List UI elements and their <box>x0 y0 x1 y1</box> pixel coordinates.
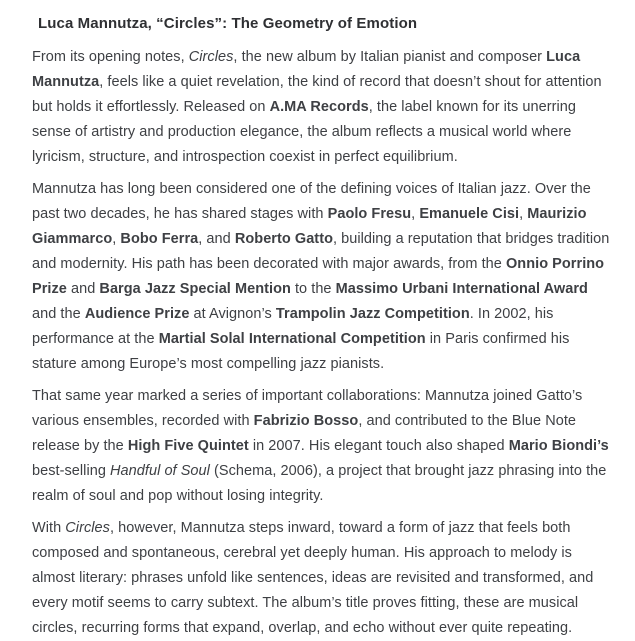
italic-text: Handful of Soul <box>110 463 210 479</box>
text: , and contributed to the Blue Note release by the <box>32 413 577 454</box>
text: in 2007. His elegant touch also shaped <box>248 438 509 454</box>
text: , feels like a quiet revelation, the kind of record that doesn’t shout for attention but holds it effortlessly. Released on <box>32 74 602 115</box>
bold-text: Mario Biondi’s <box>508 438 609 454</box>
bold-text: Fabrizio Bosso <box>253 413 359 429</box>
text: From its opening notes, <box>32 49 189 65</box>
bold-text: Martial Solal International Competition <box>158 331 426 347</box>
text: , and <box>198 231 235 247</box>
bold-text: Bobo Ferra <box>120 231 199 247</box>
italic-text: Circles <box>65 520 110 536</box>
paragraph <box>32 177 610 377</box>
text: Mannutza has long been considered one of the defining voices of Italian jazz. Over the past two decades, he has shared stages with <box>32 181 591 222</box>
paragraph <box>32 45 610 170</box>
paragraph <box>32 516 610 641</box>
text: in Paris confirmed his stature among Europe’s most compelling jazz pianists. <box>32 331 570 372</box>
bold-text: A.MA Records <box>269 99 369 115</box>
bold-text: Luca Mannutza <box>32 49 581 90</box>
text: , <box>112 231 121 247</box>
bold-text: Emanuele Cisi <box>419 206 520 222</box>
bold-text: Massimo Urbani International Award <box>335 281 588 297</box>
text: , <box>519 206 528 222</box>
text: , the new album by Italian pianist and composer <box>233 49 547 65</box>
paragraph <box>32 384 610 509</box>
text: to the <box>290 281 336 297</box>
bold-text: Barga Jazz Special Mention <box>99 281 291 297</box>
text: That same year marked a series of important collaborations: Mannutza joined Gatto’s various ensembles, recorded with <box>32 388 583 429</box>
bold-text: High Five Quintet <box>127 438 249 454</box>
article-title: Luca Mannutza, “Circles”: The Geometry of Emotion <box>38 15 418 32</box>
text: , <box>411 206 420 222</box>
text: (Schema, 2006), a project that brought jazz phrasing into the realm of soul and pop without losing integrity. <box>32 463 607 504</box>
bold-text: Paolo Fresu <box>327 206 412 222</box>
text: . In 2002, his performance at the <box>32 306 554 347</box>
bold-text: Roberto Gatto <box>234 231 333 247</box>
text: at Avignon’s <box>189 306 276 322</box>
bold-text: Maurizio Giammarco <box>32 206 587 247</box>
text: best-selling <box>32 463 111 479</box>
text: , the label known for its unerring sense of artistry and production elegance, the album reflects a musical world where lyricism, structure, and introspection coexist in perfect equilibrium. <box>32 99 576 165</box>
bold-text: Audience Prize <box>84 306 190 322</box>
bold-text: Trampolin Jazz Competition <box>275 306 470 322</box>
text: , however, Mannutza steps inward, toward a form of jazz that feels both composed and spontaneous, cerebral yet deeply human. His approach to melody is almost literary: phrases unfold like sentences, ideas are revisited and transformed, and every motif seems to carry subtext. The album’s title proves fitting, these are musical circles, recurring forms that expand, overlap, and echo without ever quite repeating. <box>32 520 594 636</box>
article-body <box>32 45 610 641</box>
text: With <box>32 520 66 536</box>
italic-text: Circles <box>188 49 234 65</box>
text: and the <box>32 306 85 322</box>
text: and <box>66 281 100 297</box>
text: , building a reputation that bridges tradition and modernity. His path has been decorated with major awards, from the <box>32 231 610 272</box>
bold-text: Onnio Porrino Prize <box>32 256 605 297</box>
